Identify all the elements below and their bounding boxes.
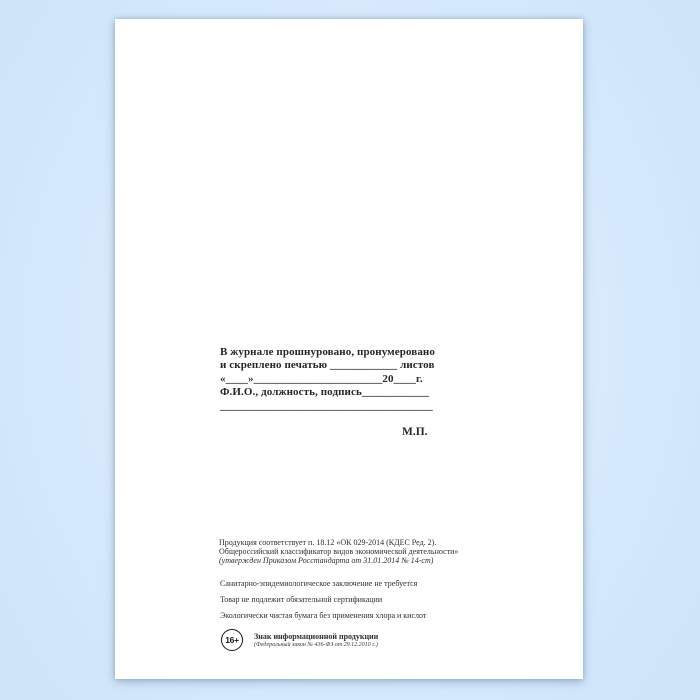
certification-note: Товар не подлежит обязательной сертификации — [220, 595, 383, 604]
signature-line-1: В журнале прошнуровано, пронумеровано — [220, 346, 435, 358]
age-mark-law-reference: (Федеральный закон № 436-ФЗ от 29.12.2010 г.) — [254, 642, 378, 648]
age-16-badge-icon: 16+ — [221, 629, 243, 651]
signature-block — [220, 346, 435, 413]
signature-line-3: «____»_______________________20____г. — [220, 372, 423, 385]
age-mark-text — [254, 629, 378, 649]
product-note-line-1: Продукция соответствует п. 18.12 «ОК 029-2014 (КДЕС Ред. 2). — [219, 538, 437, 547]
compliance-notes — [220, 576, 426, 624]
sanitary-note: Санитарно-эпидемиологическое заключение не требуется — [220, 579, 418, 588]
eco-paper-note: Экологически чистая бумага без применения хлора и кислот — [220, 611, 427, 620]
journal-back-page — [115, 19, 583, 679]
signature-line-2: и скреплено печатью ____________ листов — [220, 359, 435, 372]
stamp-place-label: М.П. — [402, 426, 428, 438]
age-mark-title: Знак информационной продукции — [254, 632, 379, 641]
product-note-line-2: Общероссийский классификатор видов экономической деятельности» — [219, 546, 459, 556]
age-mark-row — [221, 629, 378, 651]
signature-line-4: Ф.И.О., должность, подпись____________ — [220, 386, 430, 399]
signature-line-5: ______________________________________ — [220, 399, 433, 412]
product-note-line-3: (утвержден Приказом Росстандарта от 31.01.2014 № 14-ст) — [219, 555, 434, 565]
product-classification-note — [219, 539, 458, 565]
